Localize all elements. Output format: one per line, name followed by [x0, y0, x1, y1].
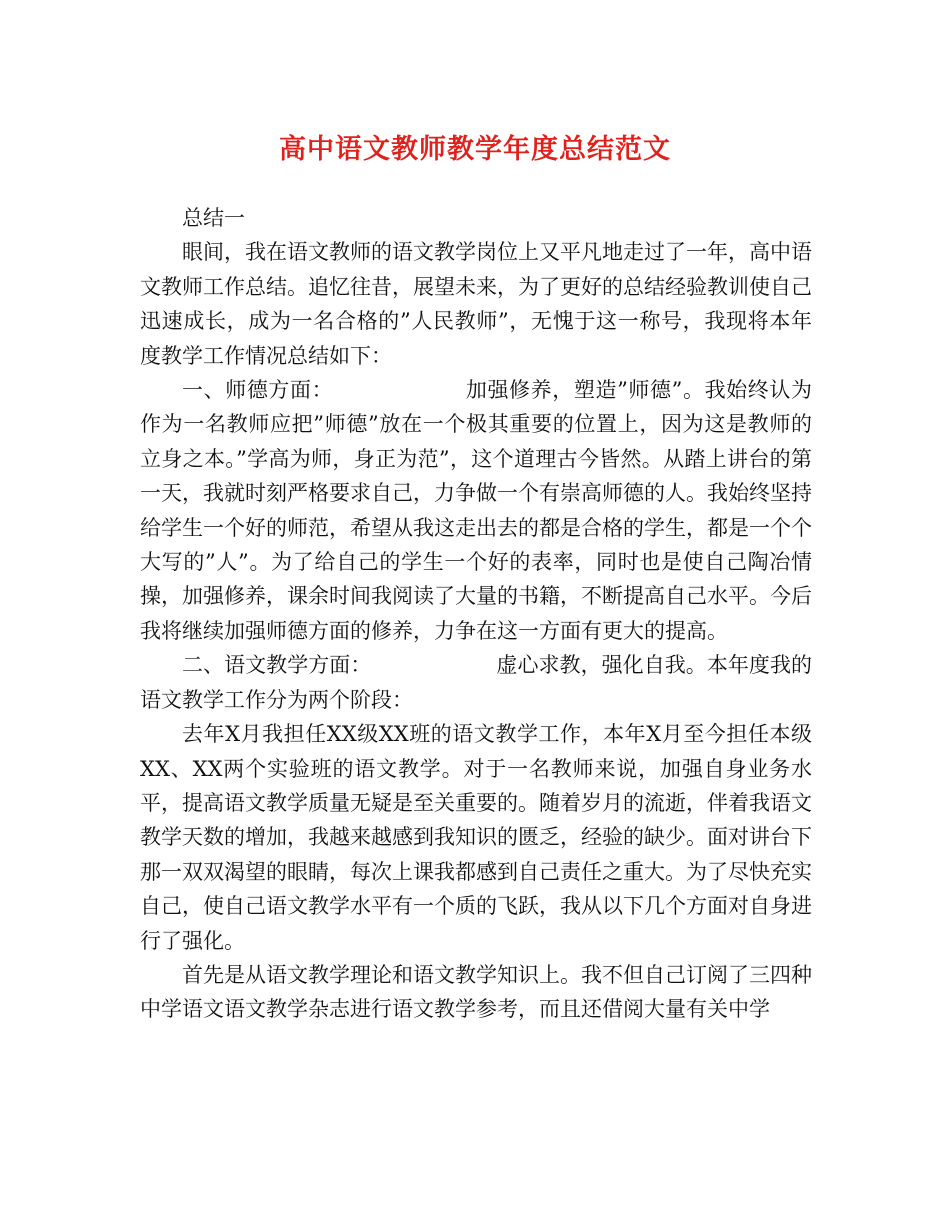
section-text-teaching: 虚心求教，强化自我。本年度我的语文教学工作分为两个阶段： — [140, 653, 812, 712]
document-title: 高中语文教师教学年度总结范文 — [279, 134, 671, 165]
section-heading-teaching: 二、语文教学方面： — [182, 653, 372, 678]
section-heading-ethics: 一、师德方面： — [182, 378, 334, 403]
paragraph-theory: 首先是从语文教学理论和语文教学知识上。我不但自己订阅了三四种中学语文语文教学杂志进行语文教学参考，而且还借阅大量有关中学 — [140, 962, 812, 1022]
paragraph-ethics — [140, 373, 812, 648]
paragraph-intro: 眼间，我在语文教师的语文教学岗位上又平凡地走过了一年，高中语文教师工作总结。追忆往昔，展望未来，为了更好的总结经验教训使自己迅速成长，成为一名合格的”人民教师”，无愧于这一称号，我现将本年度教学工作情况总结如下： — [140, 240, 812, 368]
paragraph-stages: 去年X月我担任XX级XX班的语文教学工作，本年X月至今担任本级XX、XX两个实验班的语文教学。对于一名教师来说，加强自身业务水平，提高语文教学质量无疑是至关重要的。随着岁月的流逝，伴着我语文教学天数的增加，我越来越感到我知识的匮乏，经验的缺少。面对讲台下那一双双渴望的眼睛，每次上课我都感到自己责任之重大。为了尽快充实自己，使自己语文教学水平有一个质的飞跃，我从以下几个方面对自身进行了强化。 — [140, 722, 812, 953]
paragraph-teaching — [140, 648, 812, 717]
section-text-ethics: 加强修养，塑造”师德”。我始终认为作为一名教师应把”师德”放在一个极其重要的位置上，因为这是教师的立身之本。”学高为师，身正为范”，这个道理古今皆然。从踏上讲台的第一天，我就时刻严格要求自己，力争做一个有崇高师德的人。我始终坚持给学生一个好的师范，希望从我这走出去的都是合格的学生，都是一个个大写的”人”。为了给自己的学生一个好的表率，同时也是使自己陶冶情操，加强修养，课余时间我阅读了大量的书籍，不断提高自己水平。今后我将继续加强师德方面的修养，力争在这一方面有更大的提高。 — [140, 378, 812, 643]
document-body — [140, 201, 812, 1027]
paragraph-summary-label: 总结一 — [182, 206, 245, 230]
